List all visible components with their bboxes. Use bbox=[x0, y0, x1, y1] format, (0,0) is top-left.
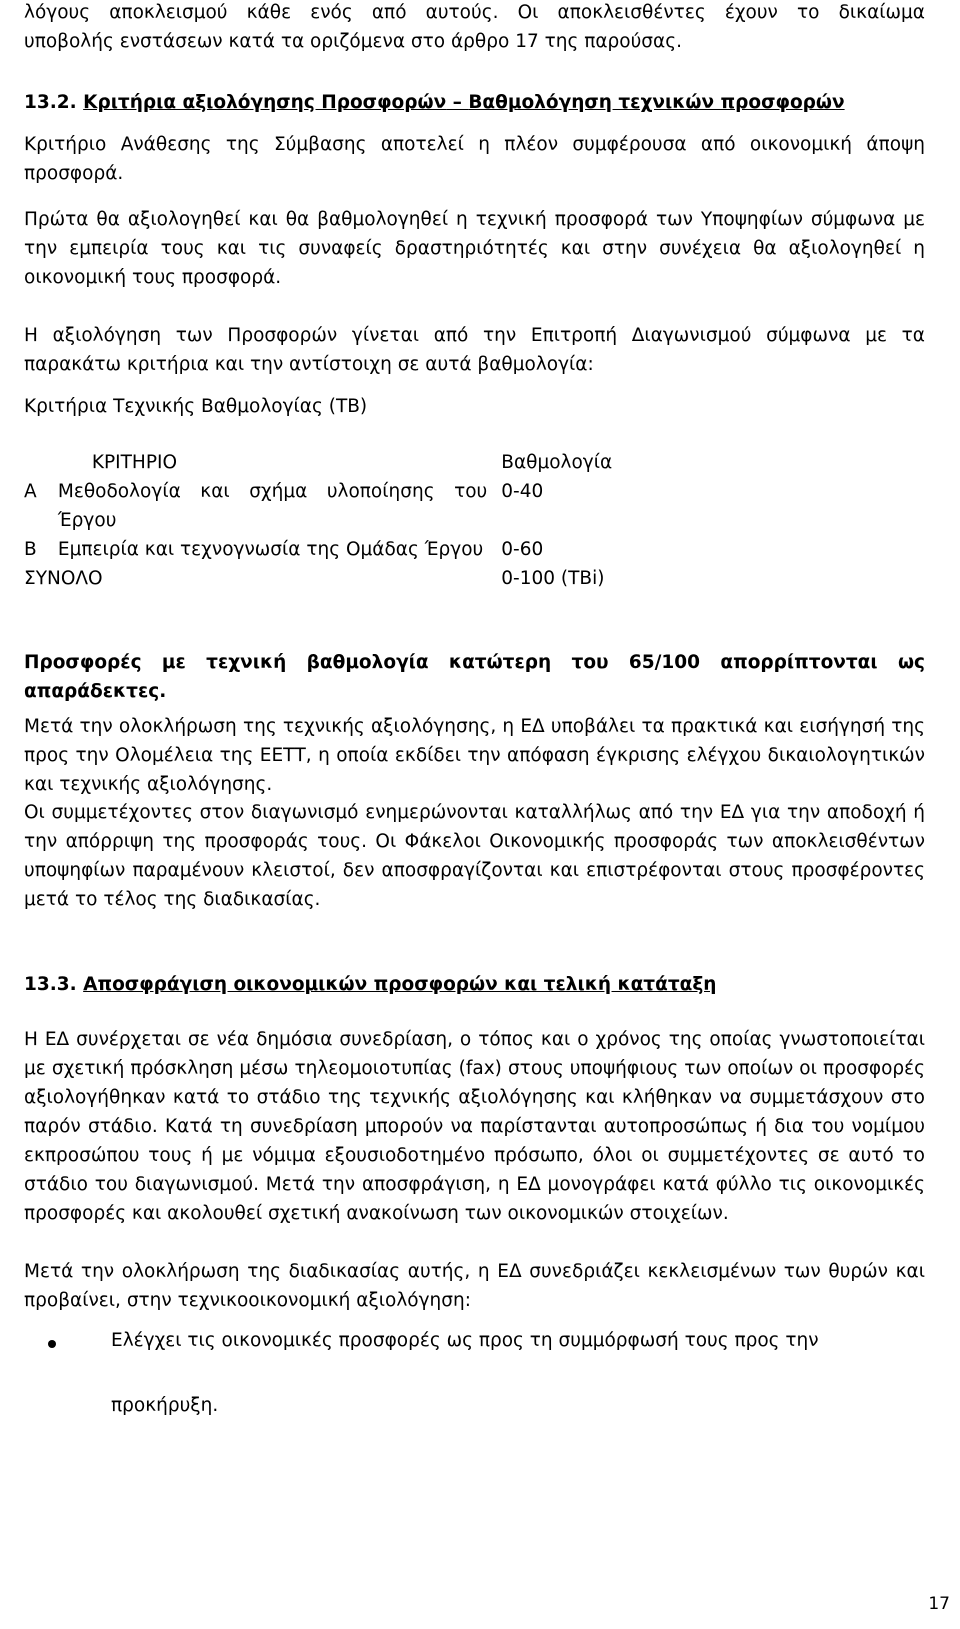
paragraph-line: λόγους αποκλεισμού κάθε ενός από αυτούς. Οι αποκλεισθέντες έχουν το δικαίωμα bbox=[24, 2, 925, 23]
section-title-dash: – bbox=[446, 92, 469, 113]
rejection-note: Προσφορές με τεχνική βαθμολογία κατώτερη του 65/100 απορρίπτονται ως απαράδεκτες. bbox=[24, 652, 925, 702]
header-score: Βαθμολογία bbox=[501, 452, 613, 473]
bullet-continuation: προκήρυξη. bbox=[111, 1395, 219, 1416]
section-title-part2: Βαθμολόγηση τεχνικών προσφορών bbox=[468, 92, 845, 113]
page-number: 17 bbox=[928, 1594, 950, 1614]
section-title: Αποσφράγιση οικονομικών προσφορών και τελική κατάταξη bbox=[83, 974, 717, 995]
total-label: ΣΥΝΟΛΟ bbox=[24, 568, 103, 589]
row-letter: Β bbox=[24, 539, 37, 560]
section-number: 13.3. bbox=[24, 974, 77, 995]
row-criterion: Μεθοδολογία και σχήμα υλοποίησης του Έργου bbox=[57, 481, 488, 531]
section-heading-13-3 bbox=[24, 970, 925, 999]
opening-session-paragraph: Η ΕΔ συνέρχεται σε νέα δημόσια συνεδρίαση, ο τόπος και ο χρόνος της οποίας γνωστοποιείται με σχετική πρόσκληση μέσω τηλεομοιοτυπίας (fax) στους υποψήφιους των οποίων οι προσφορές αξιολογήθηκαν κατά το στάδιο της τεχνικής αξιολόγησης και κλήθηκαν να συμμετάσχουν στο παρόν στάδιο. Κατά τη συνεδρίαση μπορούν να παρίστανται αυτοπροσώπως ή δια του νομίμου εκπροσώπου τους ή με νόμιμα εξουσιοδοτημένο πρόσωπο, όλοι οι συμμετέχοντες σε αυτό το στάδιο του διαγωνισμού. Μετά την αποσφράγιση, η ΕΔ μονογράφει κατά φύλλο τις οικονομικές προσφορές και ακολουθεί σχετική ανακοίνωση των οικονομικών στοιχείων. bbox=[24, 1029, 925, 1224]
row-score: 0-40 bbox=[501, 481, 544, 502]
table-header-row bbox=[24, 448, 625, 477]
evaluation-method-paragraph: Η αξιολόγηση των Προσφορών γίνεται από την Επιτροπή Διαγωνισμού σύμφωνα με τα παρακάτω κριτήρια και την αντίστοιχη σε αυτά βαθμολογία: bbox=[24, 325, 925, 375]
techno-economic-paragraph: Μετά την ολοκλήρωση της διαδικασίας αυτής, η ΕΔ συνεδριάζει κεκλεισμένων των θυρών και προβαίνει, στην τεχνικοοικονομική αξιολόγηση: bbox=[24, 1261, 925, 1311]
table-row bbox=[24, 535, 625, 564]
table-row bbox=[24, 477, 625, 535]
evaluation-order-paragraph: Πρώτα θα αξιολογηθεί και θα βαθμολογηθεί η τεχνική προσφορά των Υποψηφίων σύμφωνα με την εμπειρία τους και τις συναφείς δραστηριότητές και στην συνέχεια θα αξιολογηθεί η οικονομική τους προσφορά. bbox=[24, 209, 925, 288]
notification-paragraph: Οι συμμετέχοντες στον διαγωνισμό ενημερώνονται καταλλήλως από την ΕΔ για την αποδοχή ή την απόρριψη της προσφοράς τους. Οι Φάκελοι Οικονομικής προσφοράς των αποκλεισθέντων υποψηφίων παραμένουν κλειστοί, δεν αποσφραγίζονται και επιστρέφονται στους προσφέροντες μετά το τέλος της διαδικασίας. bbox=[24, 802, 925, 910]
post-evaluation-paragraph: Μετά την ολοκλήρωση της τεχνικής αξιολόγησης, η ΕΔ υποβάλει τα πρακτικά και εισήγησή της προς την Ολομέλεια της ΕΕΤΤ, η οποία εκδίδει την απόφαση έγκρισης ελέγχου δικαιολογητικών και τεχνικής αξιολόγησης. bbox=[24, 716, 925, 795]
row-letter: Α bbox=[24, 481, 37, 502]
section-heading-13-2 bbox=[24, 88, 925, 117]
row-criterion: Εμπειρία και τεχνογνωσία της Ομάδας Έργου bbox=[57, 539, 484, 560]
section-title-part1: Κριτήρια αξιολόγησης Προσφορών bbox=[83, 92, 447, 113]
bullet-item: Ελέγχει τις οικονομικές προσφορές ως προς τη συμμόρφωσή τους προς την bbox=[111, 1330, 819, 1351]
award-criterion-paragraph: Κριτήριο Ανάθεσης της Σύμβασης αποτελεί η πλέον συμφέρουσα από οικονομική άποψη προσφορά. bbox=[24, 134, 925, 184]
table-caption: Κριτήρια Τεχνικής Βαθμολογίας (ΤΒ) bbox=[24, 396, 368, 417]
total-score: 0-100 (ΤΒi) bbox=[501, 568, 605, 589]
technical-score-table bbox=[24, 448, 625, 593]
paragraph-line: υποβολής ενστάσεων κατά τα οριζόμενα στο άρθρο 17 της παρούσας. bbox=[24, 31, 682, 52]
row-score: 0-60 bbox=[501, 539, 544, 560]
header-criterion: ΚΡΙΤΗΡΙΟ bbox=[91, 452, 178, 473]
section-number: 13.2. bbox=[24, 92, 77, 113]
bullet-dot bbox=[48, 1340, 56, 1348]
table-total-row bbox=[24, 564, 625, 593]
